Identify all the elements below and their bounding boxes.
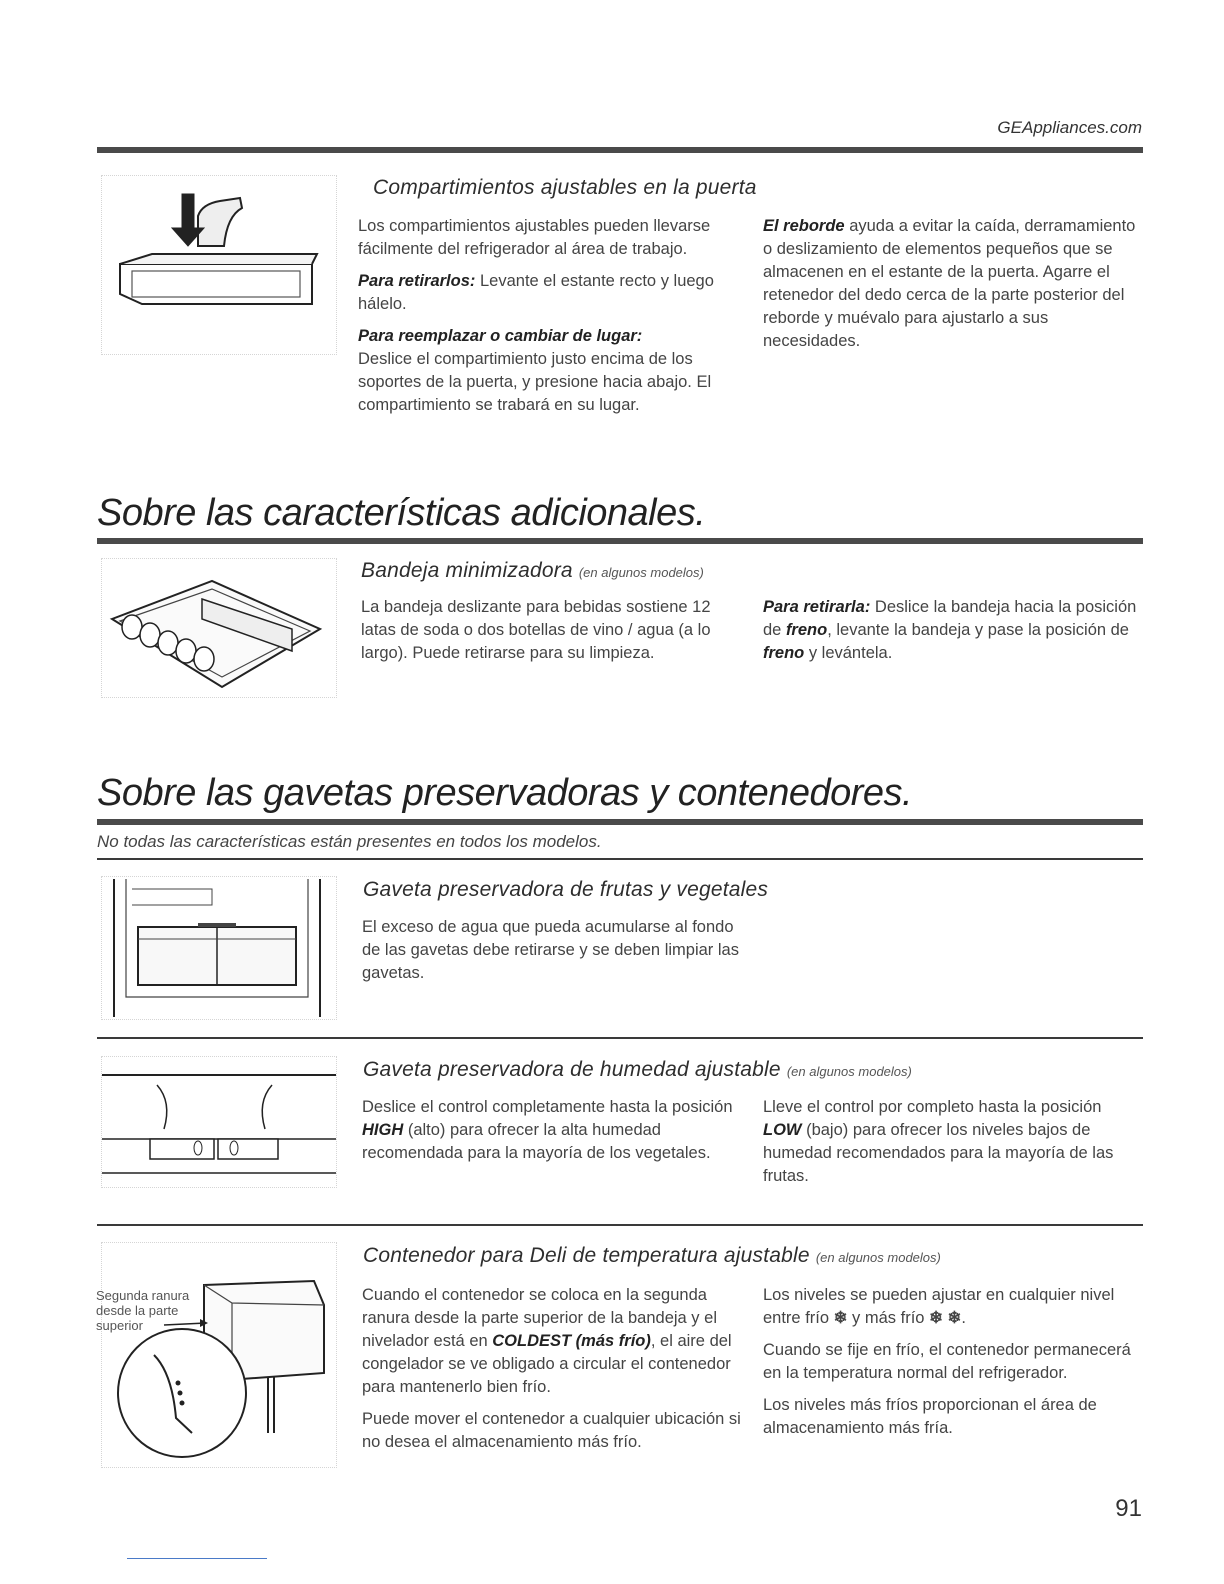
humidity-col1-a: Deslice el control completamente hasta la posición [362, 1098, 733, 1116]
page-number: 91 [1115, 1495, 1142, 1522]
can-rack-remove-label: Para retirarla: [763, 598, 871, 616]
deli-models: (en algunos modelos) [815, 1250, 941, 1265]
can-rack-col2 [763, 596, 1143, 665]
deli-col2-p1-b: y más frío [847, 1309, 930, 1327]
section1-rule [97, 538, 1143, 544]
can-rack-models: (en algunos modelos) [578, 565, 704, 580]
site-url: GEAppliances.com [997, 118, 1142, 137]
door-bins-col1 [358, 215, 738, 417]
deli-col2 [763, 1284, 1143, 1449]
can-rack-illustration [101, 558, 337, 698]
deli-col1 [362, 1284, 742, 1463]
door-bins-col2 [763, 215, 1143, 362]
can-rack-remove-e: y levántela. [804, 644, 893, 662]
deli-col1-p2: Puede mover el contenedor a cualquier ubicación si no desea el almacenamiento más frío. [362, 1410, 741, 1451]
humidity-title-line [363, 1058, 912, 1082]
can-rack-col1: La bandeja deslizante para bebidas sostiene 12 latas de soda o dos botellas de vino / agua (a lo largo). Puede retirarse para su limpieza. [361, 598, 711, 662]
deli-col2-p3: Los niveles más fríos proporcionan el área de almacenamiento más fría. [763, 1396, 1097, 1437]
can-rack-title: Bandeja minimizadora [361, 559, 573, 582]
deli-title: Contenedor para Deli de temperatura ajustable [363, 1244, 810, 1267]
models-note: No todas las características están presentes en todos los modelos. [97, 832, 602, 851]
humidity-models: (en algunos modelos) [786, 1064, 912, 1079]
deli-col1-p1-c: , el aire del congelador se ve obligado a circular el contenedor para mantenerlo bien frío. [362, 1332, 732, 1396]
brake-term-2: freno [763, 644, 805, 662]
humidity-col1 [362, 1096, 742, 1165]
rim-label: El reborde [763, 217, 845, 235]
replace-text: Deslice el compartimiento justo encima de los soportes de la puerta, y presione hacia abajo. El compartimiento se trabará en su lugar. [358, 350, 712, 414]
note-rule [97, 858, 1143, 860]
can-rack-remove-c: , levante la bandeja y pase la posición de [827, 621, 1129, 639]
door-bins-title: Compartimientos ajustables en la puerta [373, 176, 757, 199]
high-setting: HIGH [362, 1121, 404, 1139]
can-rack-title-line [361, 559, 704, 583]
coldest-setting: COLDEST (más frío) [492, 1332, 651, 1350]
humidity-title: Gaveta preservadora de humedad ajustable [363, 1058, 781, 1081]
door-bins-remove [358, 270, 738, 316]
snowflake-icon: ❄ [833, 1309, 848, 1327]
section-title-additional-features: Sobre las características adicionales. [97, 492, 706, 534]
replace-label: Para reemplazar o cambiar de lugar: [358, 327, 643, 345]
crisper-rule [97, 1037, 1143, 1039]
deli-col1-p1-a: Cuando el contenedor se coloca en la segunda ranura desde la parte superior de la bandeja y el nivelador está en [362, 1286, 717, 1350]
snowflake-icon: ❄ ❄ [929, 1309, 962, 1327]
brake-term-1: freno [785, 621, 828, 639]
rim-text: ayuda a evitar la caída, derramamiento o deslizamiento de elementos pequeños que se almacenen en el estante de la puerta. Agarre el retenedor del dedo cerca de la parte posterior del reborde y muévalo para ajustarlo a sus necesidades. [763, 217, 1136, 350]
crisper-title: Gaveta preservadora de frutas y vegetales [363, 878, 769, 901]
footer-line [127, 1558, 267, 1559]
crisper-text: El exceso de agua que pueda acumularse al fondo de las gavetas debe retirarse y se deben limpiar las gavetas. [362, 918, 739, 982]
humidity-rule [97, 1224, 1143, 1226]
door-bin-illustration [101, 175, 337, 355]
deli-col1-p1 [362, 1284, 742, 1399]
figure-label-second-slot: Segunda ranura desde la parte superior [96, 1288, 190, 1333]
deli-col2-p1-a: Los niveles se pueden ajustar en cualquier nivel entre frío [763, 1286, 1115, 1327]
crisper-illustration [101, 876, 337, 1020]
section2-rule [97, 819, 1143, 825]
door-bins-replace [358, 325, 738, 417]
humidity-control-illustration [101, 1056, 337, 1188]
humidity-col2-c: (bajo) para ofrecer los niveles bajos de humedad recomendados para la mayoría de las frutas. [763, 1121, 1114, 1185]
remove-text: Levante el estante recto y luego hálelo. [358, 272, 714, 313]
humidity-col2 [763, 1096, 1143, 1188]
deli-col2-p1-c: . [961, 1309, 966, 1327]
deli-title-line [363, 1244, 941, 1268]
deli-col2-p1 [763, 1284, 1143, 1330]
humidity-col2-a: Lleve el control por completo hasta la posición [763, 1098, 1102, 1116]
remove-label: Para retirarlos: [358, 272, 476, 290]
can-rack-remove-a: Deslice la bandeja hacia la posición de [763, 598, 1137, 639]
section-title-drawers: Sobre las gavetas preservadoras y contenedores. [97, 772, 913, 814]
humidity-col1-c: (alto) para ofrecer la alta humedad recomendada para la mayoría de los vegetales. [362, 1121, 711, 1162]
door-bins-intro: Los compartimientos ajustables pueden llevarse fácilmente del refrigerador al área de trabajo. [358, 217, 711, 258]
deli-col2-p2: Cuando se fije en frío, el contenedor permanecerá en la temperatura normal del refrigerador. [763, 1341, 1131, 1382]
low-setting: LOW [763, 1121, 802, 1139]
deli-bin-illustration [101, 1242, 337, 1468]
header-rule [97, 147, 1143, 153]
